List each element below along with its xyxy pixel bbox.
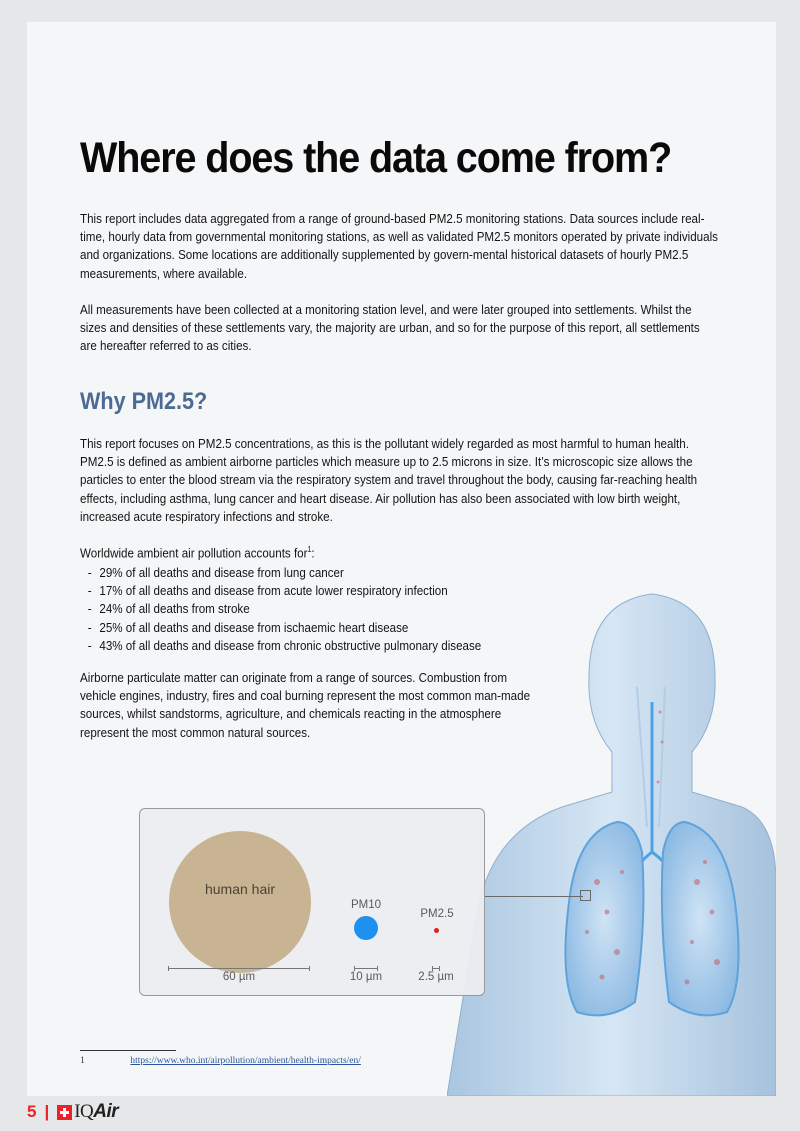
list-item: - 17% of all deaths and disease from acute lower respiratory infection xyxy=(80,582,573,600)
pm10-scale-bar xyxy=(354,968,378,969)
list-intro-colon: : xyxy=(311,545,315,561)
list-item: - 43% of all deaths and disease from chronic obstructive pulmonary disease xyxy=(80,637,573,655)
footnote-rule xyxy=(80,1050,176,1051)
footer-separator: | xyxy=(44,1102,50,1121)
list-intro xyxy=(80,541,718,563)
report-page xyxy=(27,22,776,1096)
pm10-label: PM10 xyxy=(350,899,382,911)
human-hair-label: human hair xyxy=(204,881,276,897)
pm25-size-label: 2.5 µm xyxy=(418,971,454,983)
human-hair-circle xyxy=(169,831,311,973)
intro-paragraph-2: All measurements have been collected at a monitoring station level, and were later grouped into settlements. Whilst the sizes and densities of these settlements vary, the majority are urban, and so for the purpose of this report, all settlements are hereafter referred to as cities. xyxy=(80,302,700,354)
pm25-dot xyxy=(434,928,439,933)
page-footer xyxy=(27,1100,118,1124)
page-number: 5 xyxy=(27,1102,37,1121)
pm10-size-label: 10 µm xyxy=(349,971,383,983)
section-paragraph: This report focuses on PM2.5 concentrations, as this is the pollutant widely regarded as most harmful to human health. PM2.5 is defined as ambient airborne particles which measure up to 2.5 microns in size. It’s microscopic size allows the particles to enter the blood stream via the respiratory system and travel throughout the body, causing far-reaching health effects, including asthma, lung cancer and heart disease. Air pollution has also been associated with low birth weight, increased acute respiratory infections and stroke. xyxy=(80,436,698,524)
list-item: - 25% of all deaths and disease from ischaemic heart disease xyxy=(80,619,573,637)
brand-prefix: IQ xyxy=(74,1101,94,1122)
pm25-scale-bar xyxy=(432,968,440,969)
intro-paragraph-1: This report includes data aggregated from a range of ground-based PM2.5 monitoring stations. Data sources include real-time, hourly data from governmental monitoring stations, as well as validated PM2.5 monitors operated by private individuals and organizations. Some locations are additionally supplemented by govern-mental historical datasets of hourly PM2.5 measurements, where available. xyxy=(80,211,718,281)
footnote-ref: 1 xyxy=(307,545,312,554)
hair-size-label: 60 µm xyxy=(222,971,256,983)
list-item-text: 24% of all deaths from stroke xyxy=(99,601,250,617)
human-lungs-illustration xyxy=(447,582,776,1096)
list-item-text: 25% of all deaths and disease from ischaemic heart disease xyxy=(99,619,409,635)
section-heading: Why PM2.5? xyxy=(80,388,208,415)
list-item: - 29% of all deaths and disease from lung cancer xyxy=(80,564,573,582)
list-item: - 24% of all deaths from stroke xyxy=(80,600,573,618)
footnote-link[interactable]: https://www.who.int/airpollution/ambient/health-impacts/en/ xyxy=(130,1056,361,1066)
page-title: Where does the data come from? xyxy=(80,134,672,182)
pm10-circle xyxy=(354,916,378,940)
footnote xyxy=(80,1056,361,1066)
zoom-connector-line xyxy=(485,896,583,897)
list-item-text: 29% of all deaths and disease from lung cancer xyxy=(99,565,344,580)
brand-logo xyxy=(74,1101,118,1123)
list-intro-text: Worldwide ambient air pollution accounts for xyxy=(80,545,308,561)
swiss-cross-logo-icon xyxy=(57,1105,72,1120)
list-item-text: 17% of all deaths and disease from acute lower respiratory infection xyxy=(99,583,448,599)
brand-suffix: Air xyxy=(93,1101,119,1122)
zoom-box xyxy=(580,890,591,901)
particle-size-comparison xyxy=(139,808,485,996)
sources-paragraph: Airborne particulate matter can originate from a range of sources. Combustion from vehicle engines, industry, fires and coal burning represent the most common man-made sources, whilst sandstorms, agriculture, and chemicals reacting in the atmosphere represent the most common natural sources. xyxy=(80,670,531,740)
footnote-number: 1 xyxy=(80,1056,85,1066)
list-item-text: 43% of all deaths and disease from chronic obstructive pulmonary disease xyxy=(99,637,482,653)
pm25-label: PM2.5 xyxy=(420,908,454,920)
hair-scale-bar xyxy=(168,968,310,969)
